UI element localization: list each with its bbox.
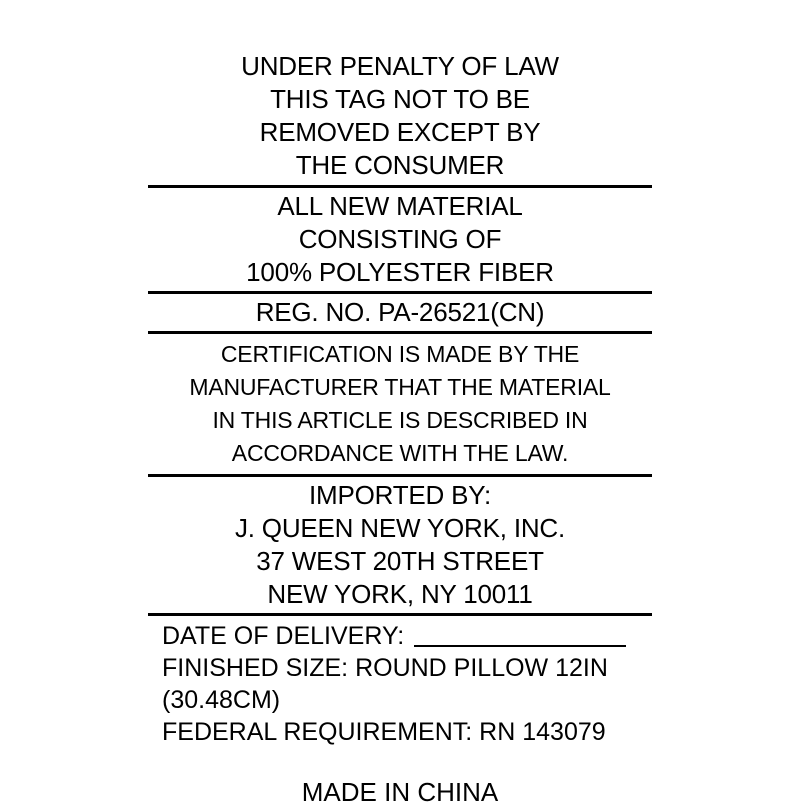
certification-block <box>148 334 652 474</box>
certification-line-4: ACCORDANCE WITH THE LAW. <box>231 440 569 466</box>
importer-block <box>148 477 652 613</box>
material-line-1: ALL NEW MATERIAL <box>277 191 523 221</box>
penalty-line-2: THIS TAG NOT TO BE <box>270 84 530 114</box>
importer-line-2: J. QUEEN NEW YORK, INC. <box>234 513 566 543</box>
certification-line-2: MANUFACTURER THAT THE MATERIAL <box>189 374 611 400</box>
penalty-line-3: REMOVED EXCEPT BY <box>259 117 541 147</box>
product-details-block <box>148 616 652 754</box>
registration-block <box>148 294 652 331</box>
federal-requirement-line: FEDERAL REQUIREMENT: RN 143079 <box>162 718 606 746</box>
penalty-line-1: UNDER PENALTY OF LAW <box>241 51 559 81</box>
penalty-notice-block <box>148 50 652 185</box>
importer-line-4: NEW YORK, NY 10011 <box>267 579 533 609</box>
registration-number: REG. NO. PA-26521(CN) <box>255 297 545 327</box>
law-label-tag <box>148 50 652 808</box>
date-of-delivery-label: DATE OF DELIVERY: <box>162 622 405 650</box>
date-of-delivery-row <box>162 620 652 652</box>
material-line-3: 100% POLYESTER FIBER <box>246 257 554 287</box>
certification-line-3: IN THIS ARTICLE IS DESCRIBED IN <box>212 407 588 433</box>
importer-line-3: 37 WEST 20TH STREET <box>256 546 544 576</box>
penalty-line-4: THE CONSUMER <box>295 150 505 180</box>
finished-size-line-1: FINISHED SIZE: ROUND PILLOW 12IN <box>162 654 608 682</box>
importer-line-1: IMPORTED BY: <box>308 480 492 510</box>
material-line-2: CONSISTING OF <box>298 224 502 254</box>
finished-size-line-2: (30.48CM) <box>162 686 281 714</box>
country-of-origin: MADE IN CHINA <box>301 777 499 807</box>
material-content-block <box>148 188 652 291</box>
certification-line-1: CERTIFICATION IS MADE BY THE <box>220 341 580 367</box>
date-of-delivery-field[interactable] <box>414 626 626 647</box>
